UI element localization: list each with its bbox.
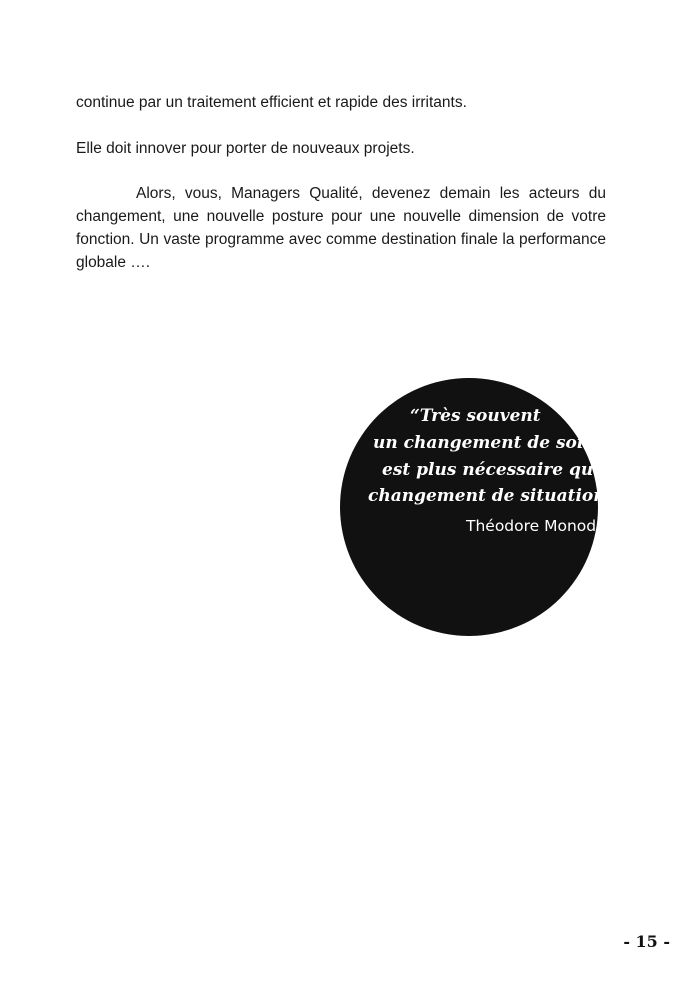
body-paragraph-2: Elle doit innover pour porter de nouveaux projets.	[76, 140, 415, 157]
quote-line-3: est plus nécessaire qu’un	[382, 460, 624, 480]
quote-line-4: changement de situation”.	[368, 486, 622, 506]
page-number: - 15 -	[623, 932, 670, 951]
quote-line-2: un changement de soi	[373, 433, 584, 453]
body-paragraph-1: continue par un traitement efficient et rapide des irritants.	[76, 94, 467, 111]
quote-line-1: “Très souvent	[410, 406, 541, 426]
body-paragraph-3: Alors, vous, Managers Qualité, devenez demain les acteurs du changement, une nouvelle posture pour une nouvelle dimension de votre fonction. Un vaste programme avec comme destination finale la performance globale ….	[76, 185, 606, 271]
quote-author: Théodore Monod	[466, 517, 597, 535]
